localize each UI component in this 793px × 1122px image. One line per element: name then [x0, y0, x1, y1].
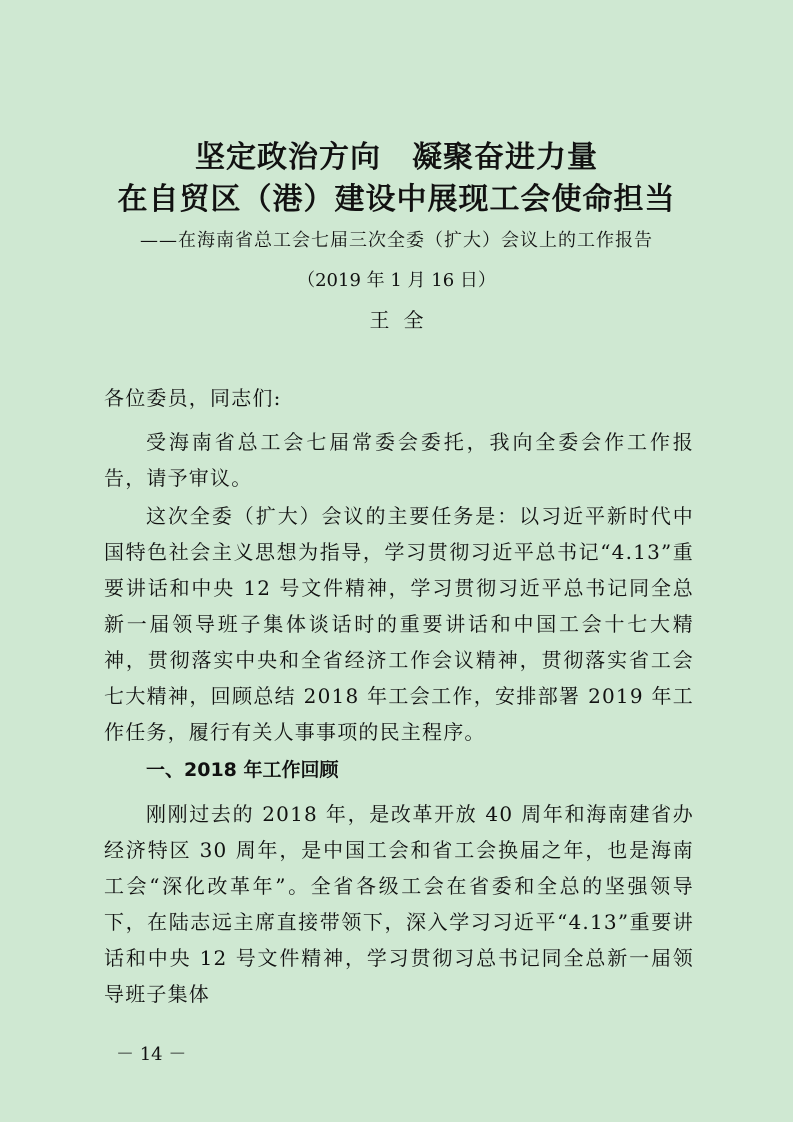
salutation: 各位委员，同志们:	[104, 386, 282, 410]
title-line-2: 在自贸区（港）建设中展现工会使命担当	[117, 182, 676, 217]
paragraph-1-text: 受海南省总工会七届常委会委托，我向全委会作工作报告，请予审议。	[104, 430, 694, 490]
paragraph-3-text: 刚刚过去的 2018 年，是改革开放 40 周年和海南建省办经济特区 30 周年，是中国工会和省工会换届之年，也是海南工会“深化改革年”。全省各级工会在省委和全总的坚强领导下，在陆志远主席直接带领下，深入学习习近平“4.13”重要讲话和中央 12 号文件精神，学习贯彻习总书记同全总新一届领导班子集体	[104, 802, 694, 1006]
title-line-1: 坚定政治方向 凝聚奋进力量	[195, 140, 598, 175]
section-heading: 一、2018 年工作回顾	[146, 759, 339, 781]
author-name: 王全	[369, 308, 438, 332]
page-number: － 14 －	[116, 1044, 187, 1065]
paragraph-2-text: 这次全委（扩大）会议的主要任务是：以习近平新时代中国特色社会主义思想为指导，学习贯彻习近平总书记“4.13”重要讲话和中央 12 号文件精神，学习贯彻习近平总书记同全总新一届领导班子集体谈话时的重要讲话和中国工会十七大精神，贯彻落实中央和全省经济工作会议精神，贯彻落实省工会七大精神，回顾总结 2018 年工会工作，安排部署 2019 年工作任务，履行有关人事事项的民主程序。	[104, 504, 694, 744]
paragraph-1	[104, 424, 694, 496]
report-date: （2019 年 1 月 16 日）	[297, 270, 496, 291]
subtitle: ——在海南省总工会七届三次全委（扩大）会议上的工作报告	[140, 230, 653, 251]
paragraph-2	[104, 498, 694, 750]
paragraph-3	[104, 796, 694, 1012]
